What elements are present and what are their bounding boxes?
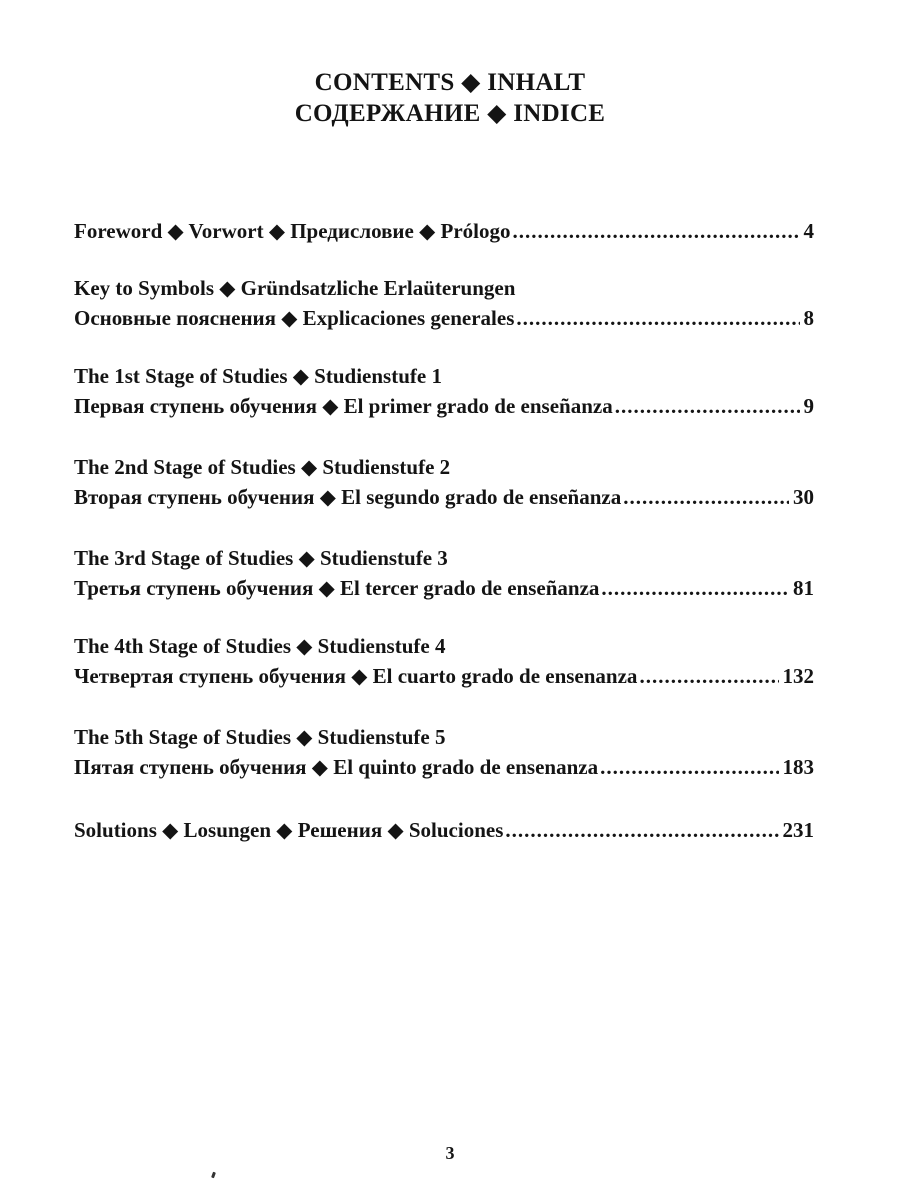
dot-leader — [516, 306, 799, 331]
page-number: 3 — [445, 1143, 455, 1163]
dot-leader — [639, 664, 778, 689]
toc-entry-subtitle: Четвертая ступень обучения ◆ El cuarto grado de ensenanza — [74, 664, 638, 688]
toc-line — [74, 575, 814, 605]
toc-entry-title: The 5th Stage of Studies ◆ Studienstufe 5 — [74, 725, 446, 749]
toc-page-number: 132 — [782, 664, 814, 688]
toc-page-number: 4 — [803, 219, 814, 243]
toc-entry-subtitle: Вторая ступень обучения ◆ El segundo grado de enseñanza — [74, 485, 622, 509]
toc-page-number: 183 — [782, 755, 814, 779]
toc-entry-subtitle: Третья ступень обучения ◆ El tercer grado de enseñanza — [74, 576, 600, 600]
toc-line — [74, 363, 814, 393]
table-of-contents — [74, 218, 814, 847]
toc-entry-stage-4 — [74, 633, 814, 693]
toc-line — [74, 275, 814, 305]
toc-line — [74, 484, 814, 514]
dot-leader — [623, 485, 789, 510]
toc-entry-title: The 4th Stage of Studies ◆ Studienstufe 4 — [74, 634, 446, 658]
toc-entry-subtitle: Первая ступень обучения ◆ El primer grado de enseñanza — [74, 394, 613, 418]
dot-leader — [615, 394, 800, 419]
toc-entry-stage-5 — [74, 724, 814, 784]
dot-leader — [512, 219, 799, 244]
toc-page-number: 8 — [803, 306, 814, 330]
toc-entry-solutions — [74, 817, 814, 847]
toc-page-number: 30 — [793, 485, 814, 509]
toc-line — [74, 754, 814, 784]
print-speck — [211, 1172, 216, 1179]
toc-entry-title: The 3rd Stage of Studies ◆ Studienstufe 3 — [74, 546, 448, 570]
toc-entry-title: The 2nd Stage of Studies ◆ Studienstufe 2 — [74, 455, 451, 479]
toc-line — [74, 454, 814, 484]
toc-line — [74, 393, 814, 423]
toc-entry-title: Foreword ◆ Vorwort ◆ Предисловие ◆ Prólogo — [74, 219, 511, 243]
contents-title-line-2: СОДЕРЖАНИЕ ◆ INDICE — [294, 100, 606, 127]
toc-entry-title: Solutions ◆ Losungen ◆ Решения ◆ Soluciones — [74, 818, 504, 842]
toc-page-number: 81 — [793, 576, 814, 600]
toc-line — [74, 545, 814, 575]
toc-entry-stage-3 — [74, 545, 814, 605]
toc-page-number: 9 — [803, 394, 814, 418]
toc-entry-key-to-symbols — [74, 275, 814, 335]
toc-entry-subtitle: Основные пояснения ◆ Explicaciones generales — [74, 306, 515, 330]
toc-line — [74, 817, 814, 847]
toc-line — [74, 305, 814, 335]
toc-entry-title: The 1st Stage of Studies ◆ Studienstufe 1 — [74, 364, 442, 388]
toc-entry-foreword — [74, 218, 814, 248]
toc-line — [74, 218, 814, 248]
toc-entry-stage-2 — [74, 454, 814, 514]
toc-line — [74, 724, 814, 754]
toc-entry-stage-1 — [74, 363, 814, 423]
dot-leader — [505, 818, 778, 843]
toc-entry-title: Key to Symbols ◆ Gründsatzliche Erlaüterungen — [74, 276, 516, 300]
dot-leader — [601, 576, 789, 601]
toc-page-number: 231 — [782, 818, 814, 842]
toc-entry-subtitle: Пятая ступень обучения ◆ El quinto grado de ensenanza — [74, 755, 599, 779]
dot-leader — [600, 755, 778, 780]
contents-title-line-1: CONTENTS ◆ INHALT — [314, 69, 586, 96]
toc-line — [74, 663, 814, 693]
toc-line — [74, 633, 814, 663]
